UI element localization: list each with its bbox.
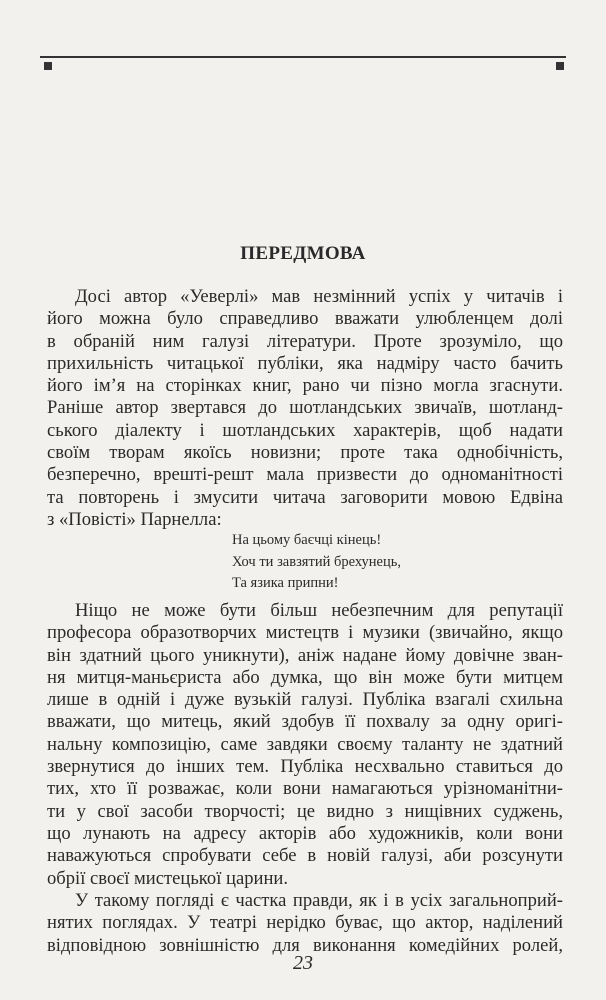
verse-line: На цьому баєчці кінець! bbox=[232, 532, 382, 548]
verse-line: Та язика припни! bbox=[232, 575, 339, 591]
text-line: його ім’я на сторінках книг, рано чи пізно могла згаснути. bbox=[47, 375, 563, 397]
text-line: нятих поглядах. У театрі нерідко буває, що актор, наділений bbox=[47, 912, 563, 934]
right-square-marker bbox=[556, 62, 564, 70]
text-line: та повторень і змусити читача заговорити мовою Едвіна bbox=[47, 486, 563, 508]
text-line: обрії своєї мистецької царини. bbox=[47, 867, 289, 889]
paragraph-1 bbox=[47, 286, 563, 531]
text-line: в обраній ним галузі літератури. Проте зрозуміло, що bbox=[47, 330, 563, 352]
text-line: звернутися до інших тем. Публіка несхвально ставиться до bbox=[47, 756, 563, 778]
text-line: ського діалекту і шотландських характерів, щоб надати bbox=[47, 419, 563, 441]
text-line: ти у свої засоби творчості; це видно з нищівних суджень, bbox=[47, 800, 563, 822]
text-line: наважуються спробувати себе в новій галузі, аби розсунути bbox=[47, 845, 563, 867]
text-line: що лунають на адресу акторів або художників, коли вони bbox=[47, 822, 563, 844]
text-line: Ніщо не може бути більш небезпечним для репутації bbox=[75, 600, 563, 621]
text-line: безперечно, врешті-решт мала призвести до одноманітності bbox=[47, 464, 563, 486]
text-line: з «Повісті» Парнелла: bbox=[47, 508, 222, 530]
text-line: вважати, що митець, який здобув її похвалу за одну оригі- bbox=[47, 711, 563, 733]
paragraph-2 bbox=[47, 600, 563, 890]
verse-line: Хоч ти завзятий брехунець, bbox=[232, 553, 401, 570]
top-rule bbox=[40, 56, 566, 58]
text-line: тих, хто її розважає, коли вони намагаються урізноманітни- bbox=[47, 778, 563, 800]
text-line: У такому погляді є частка правди, як і в усіх загальноприй- bbox=[75, 890, 563, 911]
text-line: Раніше автор звертався до шотландських звичаїв, шотланд- bbox=[47, 397, 563, 419]
text-line: його можна було справедливо вважати улюбленцем долі bbox=[47, 308, 563, 330]
text-line: своїм творам якоїсь новизни; проте така однобічність, bbox=[47, 442, 563, 464]
chapter-heading: ПЕРЕДМОВА bbox=[240, 243, 366, 264]
text-line: прихильність читацької публіки, яка надміру часто бачить bbox=[47, 352, 563, 374]
page-number: 23 bbox=[293, 952, 313, 974]
text-line: відповідною зовнішністю для виконання комедійних ролей, bbox=[47, 934, 563, 956]
text-line: він здатний цього уникнути), аніж надане йому довічне зван- bbox=[47, 644, 563, 666]
text-line: нальну композицію, саме завдяки своєму таланту не здатний bbox=[47, 733, 563, 755]
text-line: лише в одній і дуже вузькій галузі. Публіка взагалі схильна bbox=[47, 689, 563, 711]
text-line: ня митця-маньєриста або думка, що він може бути митцем bbox=[47, 666, 563, 688]
text-line: професора образотворчих мистецтв і музики (звичайно, якщо bbox=[47, 622, 563, 644]
paragraph-3 bbox=[47, 890, 563, 957]
left-square-marker bbox=[44, 62, 52, 70]
verse-quote bbox=[232, 530, 401, 595]
text-line: Досі автор «Уеверлі» мав незмінний успіх у читачів і bbox=[75, 286, 563, 307]
